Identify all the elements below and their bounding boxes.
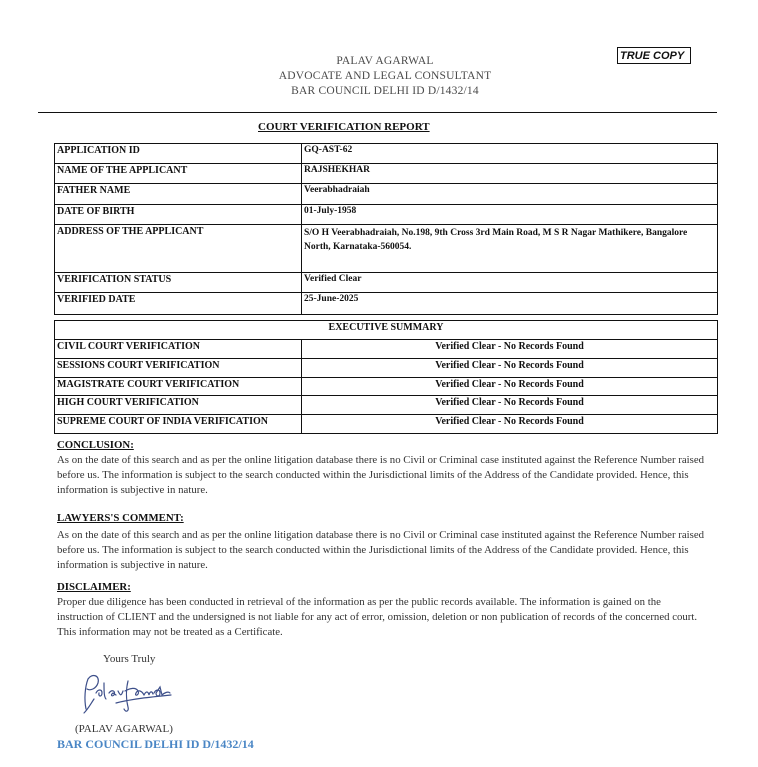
executive-summary-table	[54, 320, 718, 434]
row-value: 01-July-1958	[302, 205, 718, 225]
advocate-name: PALAV AGARWAL	[336, 55, 434, 67]
table-row	[55, 184, 718, 205]
conclusion-section	[57, 438, 707, 498]
row-label: DATE OF BIRTH	[55, 205, 302, 225]
lawyers-comment-title: LAWYERS'S COMMENT:	[57, 512, 184, 524]
closing-salutation: Yours Truly	[103, 653, 156, 665]
row-label: MAGISTRATE COURT VERIFICATION	[55, 378, 302, 396]
row-value: Verified Clear - No Records Found	[302, 359, 718, 378]
row-value: S/O H Veerabhadraiah, No.198, 9th Cross 3rd Main Road, M S R Nagar Mathikere, Bangalore North, Karnataka-560054.	[302, 225, 718, 273]
row-label: HIGH COURT VERIFICATION	[55, 396, 302, 415]
table-row	[55, 340, 718, 359]
table-row	[55, 164, 718, 184]
table-row	[55, 205, 718, 225]
table-row	[55, 144, 718, 164]
table-row	[55, 378, 718, 396]
row-value: Verified Clear - No Records Found	[302, 415, 718, 434]
row-label: CIVIL COURT VERIFICATION	[55, 340, 302, 359]
row-label: NAME OF THE APPLICANT	[55, 164, 302, 184]
signatory-bar-id: BAR COUNCIL DELHI ID D/1432/14	[57, 737, 254, 751]
disclaimer-section	[57, 580, 707, 640]
table-row	[55, 359, 718, 378]
lawyers-comment-text: As on the date of this search and as per the online litigation database there is no Civil or Criminal case instituted against the Reference Number raised before us. The information is subject to the search conducted within the Jurisdictional limits of the Address of the Candidate provided. Hence, this information is subjective in nature.	[57, 529, 705, 571]
conclusion-title: CONCLUSION:	[57, 439, 134, 451]
row-label: VERIFIED DATE	[55, 293, 302, 315]
row-label: SUPREME COURT OF INDIA VERIFICATION	[55, 415, 302, 434]
table-row	[55, 293, 718, 315]
true-copy-stamp: TRUE COPY	[617, 47, 691, 64]
row-value: GQ-AST-62	[302, 144, 718, 164]
table-row	[55, 273, 718, 293]
row-label: SESSIONS COURT VERIFICATION	[55, 359, 302, 378]
row-label: FATHER NAME	[55, 184, 302, 205]
header-divider	[38, 112, 717, 113]
table-header-row	[55, 321, 718, 340]
report-title: COURT VERIFICATION REPORT	[258, 121, 430, 133]
row-value: Veerabhadraiah	[302, 184, 718, 205]
advocate-title: ADVOCATE AND LEGAL CONSULTANT	[278, 70, 492, 82]
table-row	[55, 396, 718, 415]
disclaimer-text: Proper due diligence has been conducted in retrieval of the information as per the public records available. The information is gained on the instruction of CLIENT and the undersigned is not liable for any act of error, omission, deletion or non publication of records of the concerned court. This information may not be treated as a Certificate.	[57, 596, 698, 638]
row-value: Verified Clear - No Records Found	[302, 340, 718, 359]
advocate-bar-id: BAR COUNCIL DELHI ID D/1432/14	[291, 85, 479, 97]
summary-title: EXECUTIVE SUMMARY	[55, 321, 718, 340]
applicant-details-table	[54, 143, 718, 315]
row-value: Verified Clear - No Records Found	[302, 378, 718, 396]
row-label: ADDRESS OF THE APPLICANT	[55, 225, 302, 273]
conclusion-text: As on the date of this search and as per the online litigation database there is no Civil or Criminal case instituted against the Reference Number raised before us. The information is subject to the search conducted within the Jurisdictional limits of the Address of the Candidate provided. Hence, this information is subjective in nature.	[57, 454, 705, 496]
row-value: Verified Clear - No Records Found	[302, 396, 718, 415]
row-value: 25-June-2025	[302, 293, 718, 315]
row-value: Verified Clear	[302, 273, 718, 293]
lawyers-comment-section	[57, 511, 707, 573]
table-row	[55, 415, 718, 434]
table-row	[55, 225, 718, 273]
row-label: VERIFICATION STATUS	[55, 273, 302, 293]
signature-image	[76, 669, 176, 719]
row-label: APPLICATION ID	[55, 144, 302, 164]
row-value: RAJSHEKHAR	[302, 164, 718, 184]
disclaimer-title: DISCLAIMER:	[57, 581, 131, 593]
signatory-name: (PALAV AGARWAL)	[75, 723, 173, 735]
